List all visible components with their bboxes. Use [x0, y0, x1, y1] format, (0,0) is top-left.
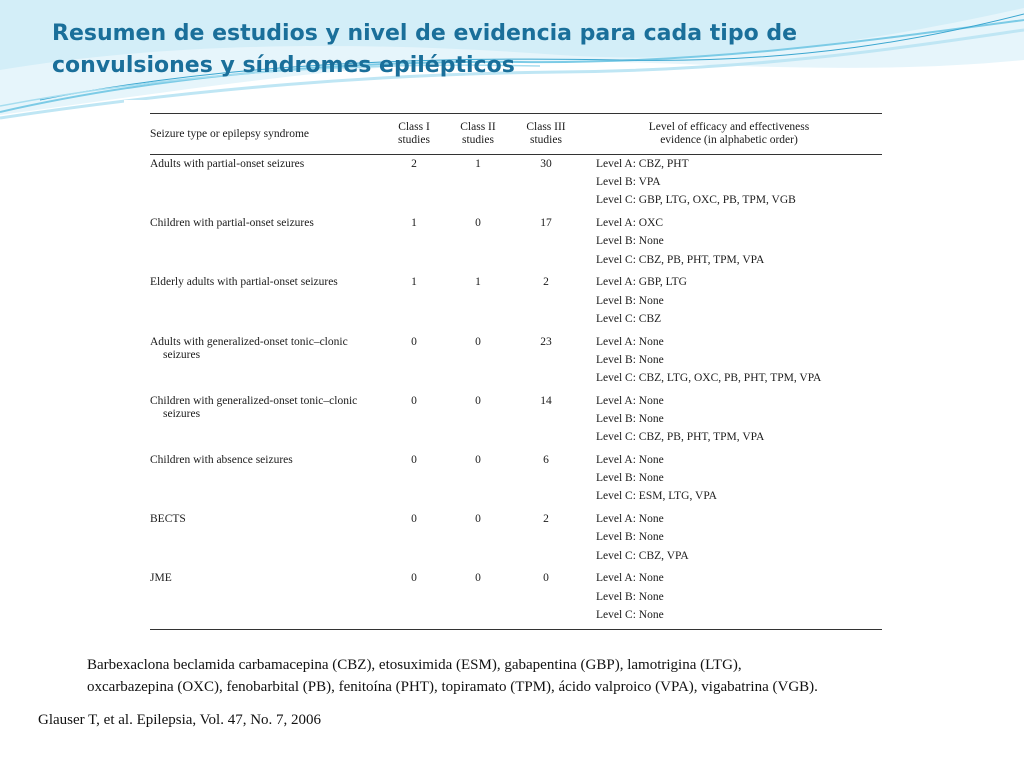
table-header-row — [150, 114, 882, 155]
level-a: Level A: None — [596, 453, 664, 466]
level-cell — [576, 569, 882, 629]
level-c: Level C: CBZ — [596, 312, 662, 325]
syndrome-cell: BECTS — [150, 513, 186, 526]
header-class1: Class I studies — [388, 114, 440, 155]
syndrome-cell: JME — [150, 569, 388, 629]
level-cell — [576, 214, 882, 273]
class3-cell: 30 — [540, 158, 552, 170]
level-b: Level B: None — [596, 590, 664, 603]
syndrome-cell: Elderly adults with partial-onset seizures — [150, 276, 338, 289]
class2-cell: 1 — [475, 158, 481, 170]
abbreviations-line-2: oxcarbazepina (OXC), fenobarbital (PB), fenitoína (PHT), topiramato (TPM), ácido valproico (VPA), vigabatrina (VGB). — [87, 679, 818, 695]
abbreviations-line-1: Barbexaclona beclamida carbamacepina (CBZ), etosuximida (ESM), gabapentina (GBP), lamotrigina (LTG), — [87, 657, 742, 673]
level-a: Level A: CBZ, PHT — [596, 158, 689, 170]
class1-cell: 0 — [411, 335, 417, 348]
level-a: Level A: None — [596, 572, 664, 585]
level-a: Level A: OXC — [596, 217, 664, 230]
level-c: Level C: CBZ, LTG, OXC, PB, PHT, TPM, VPA — [596, 371, 822, 384]
header-class3: Class III studies — [516, 114, 576, 155]
level-b: Level B: None — [596, 531, 664, 544]
slide-title: Resumen de estudios y nivel de evidencia para cada tipo de convulsiones y síndromes epilépticos — [52, 21, 798, 78]
level-a: Level A: None — [596, 394, 664, 407]
level-cell — [576, 333, 882, 392]
class2-cell: 0 — [440, 569, 516, 629]
syndrome-cell: Children with generalized-onset tonic–clonic seizures — [150, 394, 358, 420]
header-level: Level of efficacy and effectiveness evidence (in alphabetic order) — [576, 114, 882, 155]
class3-cell: 0 — [516, 569, 576, 629]
table-row — [150, 333, 882, 392]
level-c: Level C: None — [596, 608, 664, 621]
header-syndrome: Seizure type or epilepsy syndrome — [150, 114, 388, 155]
level-c: Level C: ESM, LTG, VPA — [596, 490, 717, 503]
level-a: Level A: GBP, LTG — [596, 276, 687, 289]
level-b: Level B: None — [596, 235, 664, 248]
class1-cell: 1 — [411, 217, 417, 230]
citation: Glauser T, et al. Epilepsia, Vol. 47, No. 7, 2006 — [38, 712, 322, 728]
level-b: Level B: None — [596, 353, 664, 366]
class1-cell: 0 — [411, 453, 417, 466]
class3-cell: 2 — [543, 276, 549, 289]
level-a: Level A: None — [596, 335, 664, 348]
class3-cell: 17 — [540, 217, 552, 230]
class1-cell: 0 — [411, 513, 417, 526]
level-cell — [576, 451, 882, 510]
class1-cell: 0 — [411, 394, 417, 407]
level-a: Level A: None — [596, 513, 664, 526]
level-cell — [576, 392, 882, 451]
table-row — [150, 510, 882, 569]
class1-cell: 2 — [411, 158, 417, 170]
level-b: Level B: None — [596, 412, 664, 425]
syndrome-cell: Children with absence seizures — [150, 453, 293, 466]
abbreviations-note — [87, 654, 987, 698]
level-c: Level C: CBZ, VPA — [596, 549, 689, 562]
level-cell — [576, 155, 882, 215]
level-cell — [576, 273, 882, 332]
class3-cell: 2 — [543, 513, 549, 526]
table-row — [150, 569, 882, 629]
syndrome-cell: Children with partial-onset seizures — [150, 217, 314, 230]
level-b: Level B: VPA — [596, 176, 661, 189]
level-c: Level C: CBZ, PB, PHT, TPM, VPA — [596, 253, 765, 266]
class1-cell: 0 — [388, 569, 440, 629]
level-b: Level B: None — [596, 294, 664, 307]
class2-cell: 0 — [475, 453, 481, 466]
class3-cell: 14 — [540, 394, 552, 407]
class2-cell: 0 — [475, 335, 481, 348]
table-row — [150, 214, 882, 273]
level-cell — [576, 510, 882, 569]
syndrome-cell: Adults with partial-onset seizures — [150, 158, 305, 170]
class2-cell: 0 — [475, 394, 481, 407]
level-c: Level C: CBZ, PB, PHT, TPM, VPA — [596, 431, 765, 444]
class1-cell: 1 — [411, 276, 417, 289]
table-row — [150, 273, 882, 332]
table-row — [150, 392, 882, 451]
evidence-table-figure — [124, 100, 900, 640]
syndrome-cell: Adults with generalized-onset tonic–clonic seizures — [150, 335, 348, 361]
table-row — [150, 451, 882, 510]
header-class2: Class II studies — [440, 114, 516, 155]
class2-cell: 0 — [475, 217, 481, 230]
class3-cell: 23 — [540, 335, 552, 348]
evidence-table — [150, 113, 882, 630]
level-b: Level B: None — [596, 472, 664, 485]
level-c: Level C: GBP, LTG, OXC, PB, TPM, VGB — [596, 194, 796, 207]
class2-cell: 1 — [475, 276, 481, 289]
class3-cell: 6 — [543, 453, 549, 466]
class2-cell: 0 — [475, 513, 481, 526]
table-row — [150, 155, 882, 215]
